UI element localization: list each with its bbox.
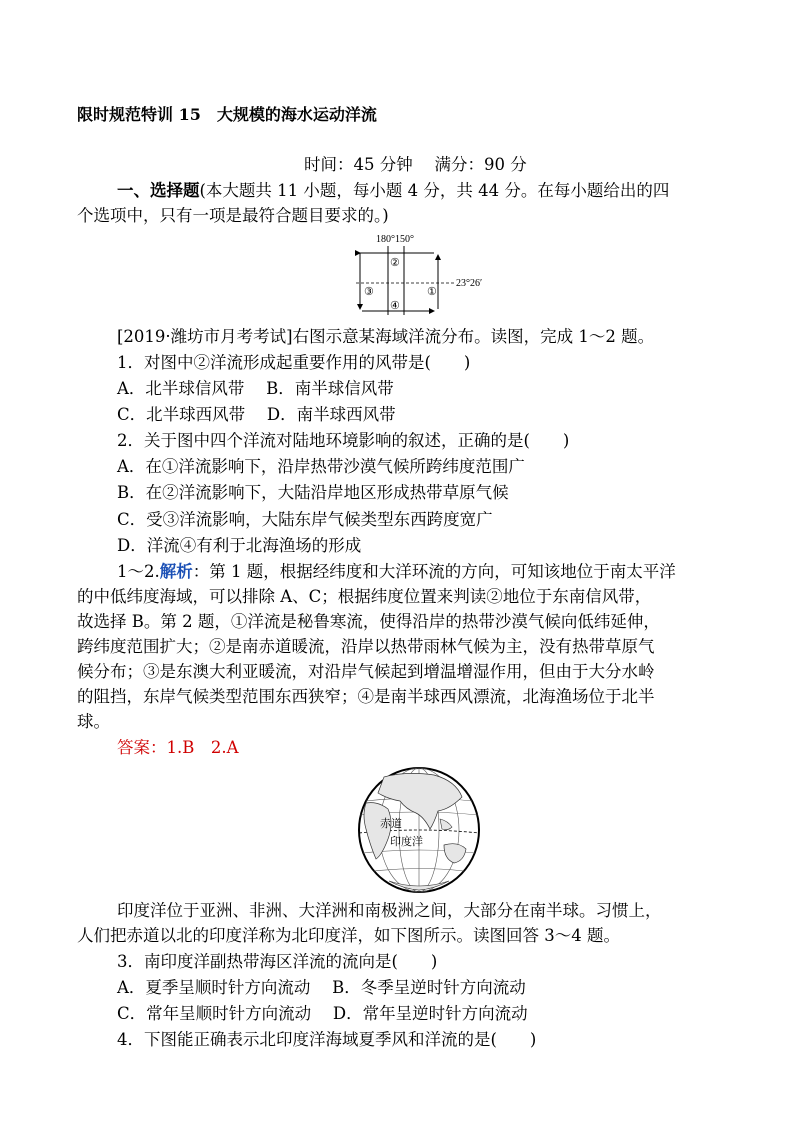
fig1-top-label: 180°150° [376,234,414,245]
analysis-line-2: 的中低纬度海域，可以排除 A、C；根据纬度位置来判读②地位于东南信风带， [77,587,652,606]
group2-intro-1: 印度洋位于亚洲、非洲、大洋洲和南极洲之间，大部分在南半球。习惯上， [117,901,662,920]
globe-figure [344,763,494,897]
analysis-label: 解析 [159,562,193,581]
question-3: 3．南印度洋副热带海区洋流的流向是( ) [117,952,438,971]
marker-1: ① [427,286,437,298]
analysis-text-1: ：第 1 题，根据经纬度和大洋环流的方向，可知该地位于南太平洋 [192,562,676,581]
analysis-line-3: 故选择 B。第 2 题，①洋流是秘鲁寒流，使得沿岸的热带沙漠气候向低纬延伸， [77,612,660,631]
answer-label: 答案： [117,738,167,757]
q2-option-d: D．洋流④有利于北海渔场的形成 [117,536,362,555]
analysis-line-1 [117,561,676,583]
analysis-line-5: 候分布；③是东澳大利亚暖流，对沿岸气候起到增温增湿作用，但由于大分水岭 [77,662,655,681]
q2-option-b: B．在②洋流影响下，大陆沿岸地区形成热带草原气候 [117,483,509,502]
q2-option-a: A．在①洋流影响下，沿岸热带沙漠气候所跨纬度范围广 [117,457,525,476]
marker-3: ③ [364,286,374,298]
analysis-prefix: 1～2. [117,562,160,581]
analysis-line-6: 的阻挡，东岸气候类型范围东西狭窄；④是南半球西风漂流，北海渔场位于北半 [77,687,655,706]
question-2: 2．关于图中四个洋流对陆地环境影响的叙述，正确的是( ) [117,431,570,450]
question-1: 1．对图中②洋流形成起重要作用的风带是( ) [117,353,471,372]
page-title: 限时规范特训 15 大规模的海水运动洋流 [77,105,377,124]
q3-options-cd: C．常年呈顺时针方向流动 D．常年呈逆时针方向流动 [117,1004,528,1023]
q2-option-c: C．受③洋流影响，大陆东岸气候类型东西跨度宽广 [117,510,493,529]
q1-options-ab: A．北半球信风带 B．南半球信风带 [117,379,394,398]
ocean-current-figure [342,229,482,317]
section-heading: 一、选择题 [117,181,200,200]
q1-options-cd: C．北半球西风带 D．南半球西风带 [117,405,396,424]
fig1-lat-label: 23°26′ [456,278,482,289]
group1-intro: [2019·潍坊市月考考试]右图示意某海域洋流分布。读图，完成 1～2 题。 [117,327,655,346]
section-desc-2: 个选项中，只有一项是最符合题目要求的。) [77,206,389,225]
q3-options-ab: A．夏季呈顺时针方向流动 B．冬季呈逆时针方向流动 [117,978,526,997]
time-score-line: 时间：45 分钟 满分：90 分 [304,155,527,174]
marker-2: ② [390,257,400,269]
answer-value: 1.B 2.A [166,738,239,757]
answer-line [117,737,239,759]
group2-intro-2: 人们把赤道以北的印度洋称为北印度洋，如下图所示。读图回答 3～4 题。 [77,926,620,945]
section-desc-1: (本大题共 11 小题，每小题 4 分，共 44 分。在每小题给出的四 [199,181,670,200]
indian-ocean-label: 印度洋 [390,836,423,848]
section-header [117,180,669,202]
equator-label: 赤道 [380,818,402,830]
analysis-line-4: 跨纬度范围扩大；②是南赤道暖流，沿岸以热带雨林气候为主，没有热带草原气 [77,637,655,656]
analysis-line-7: 球。 [77,712,110,731]
question-4: 4．下图能正确表示北印度洋海域夏季风和洋流的是( ) [117,1030,537,1049]
marker-4: ④ [390,300,400,312]
